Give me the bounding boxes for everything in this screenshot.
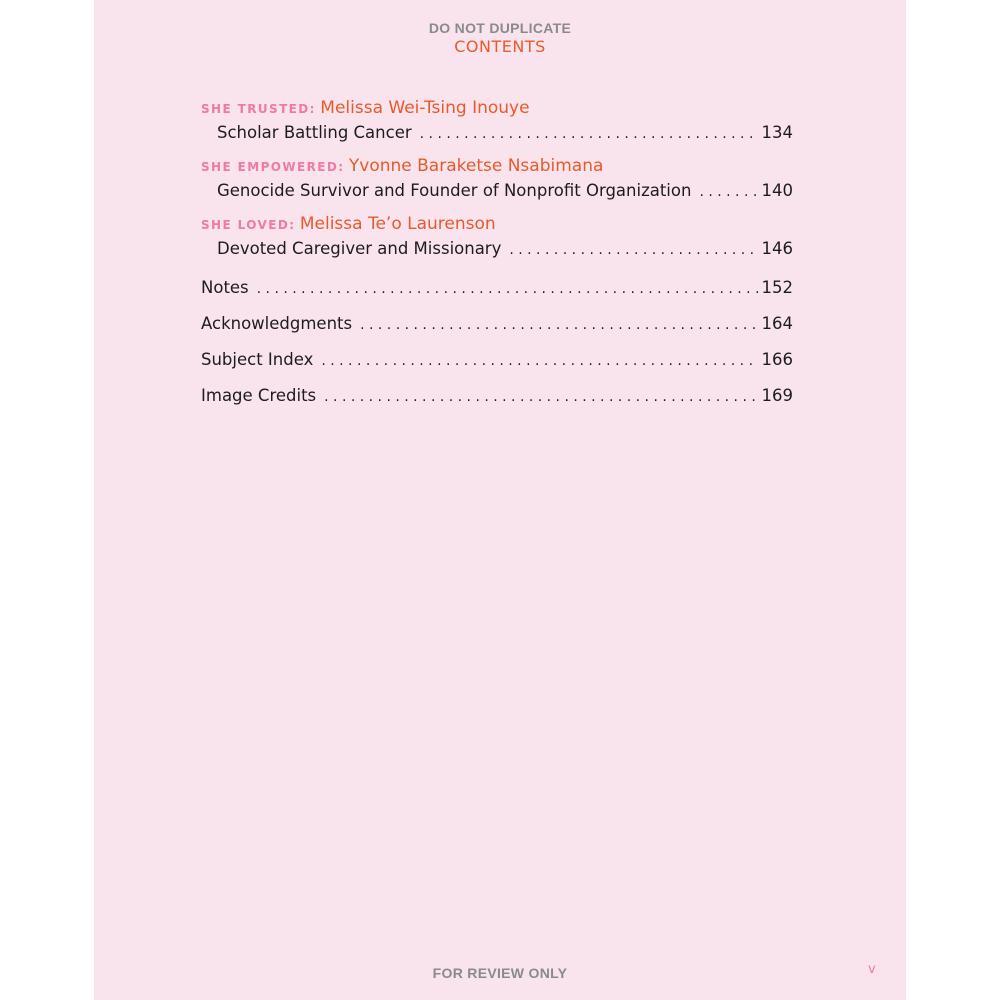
toc-entry-label: Acknowledgments [201,314,353,333]
toc-page-number: 134 [761,123,793,142]
toc-page-number: 169 [761,386,793,405]
dot-leader [420,121,758,147]
toc-entry-image-credits [201,378,793,414]
toc-entry-label: Image Credits [201,386,317,405]
toc-section [201,96,793,146]
toc-page-number: 166 [761,350,793,369]
section-person: Yvonne Baraketse Nsabimana [348,156,604,176]
toc-entry-label: Devoted Caregiver and Missionary [217,239,502,258]
toc-entry [201,178,793,204]
toc-entry-label: Genocide Survivor and Founder of Nonprofit Organization [217,181,692,200]
section-kicker: SHE LOVED: [201,218,296,232]
dot-leader [699,179,757,205]
toc-entry-label: Notes [201,278,249,297]
dot-leader [321,343,757,379]
section-kicker: SHE EMPOWERED: [201,160,345,174]
section-person: Melissa Wei-Tsing Inouye [320,98,530,118]
section-person: Melissa Te’o Laurenson [299,214,496,234]
page-title: CONTENTS [454,37,546,56]
dot-leader [360,307,757,343]
watermark-bottom: FOR REVIEW ONLY [432,965,568,981]
page-folio: v [868,962,876,977]
toc-entry-label: Scholar Battling Cancer [217,123,412,142]
toc-entry-acknowledgments [201,306,793,342]
toc-entry-subject-index [201,342,793,378]
toc-entry-notes [201,270,793,306]
toc-entry [201,236,793,262]
toc-entry [201,120,793,146]
section-kicker: SHE TRUSTED: [201,102,316,116]
watermark-top: DO NOT DUPLICATE [428,20,572,36]
section-heading [201,96,793,120]
toc-page-number: 140 [761,181,793,200]
book-page [94,0,906,1000]
toc-section [201,154,793,204]
toc-page-number: 146 [761,239,793,258]
toc-page-number: 164 [761,314,793,333]
section-heading [201,212,793,236]
dot-leader [324,379,757,415]
toc-entry-label: Subject Index [201,350,314,369]
section-heading [201,154,793,178]
table-of-contents [201,96,793,414]
toc-page-number: 152 [761,278,793,297]
dot-leader [257,271,758,307]
dot-leader [509,237,757,263]
toc-section [201,212,793,262]
